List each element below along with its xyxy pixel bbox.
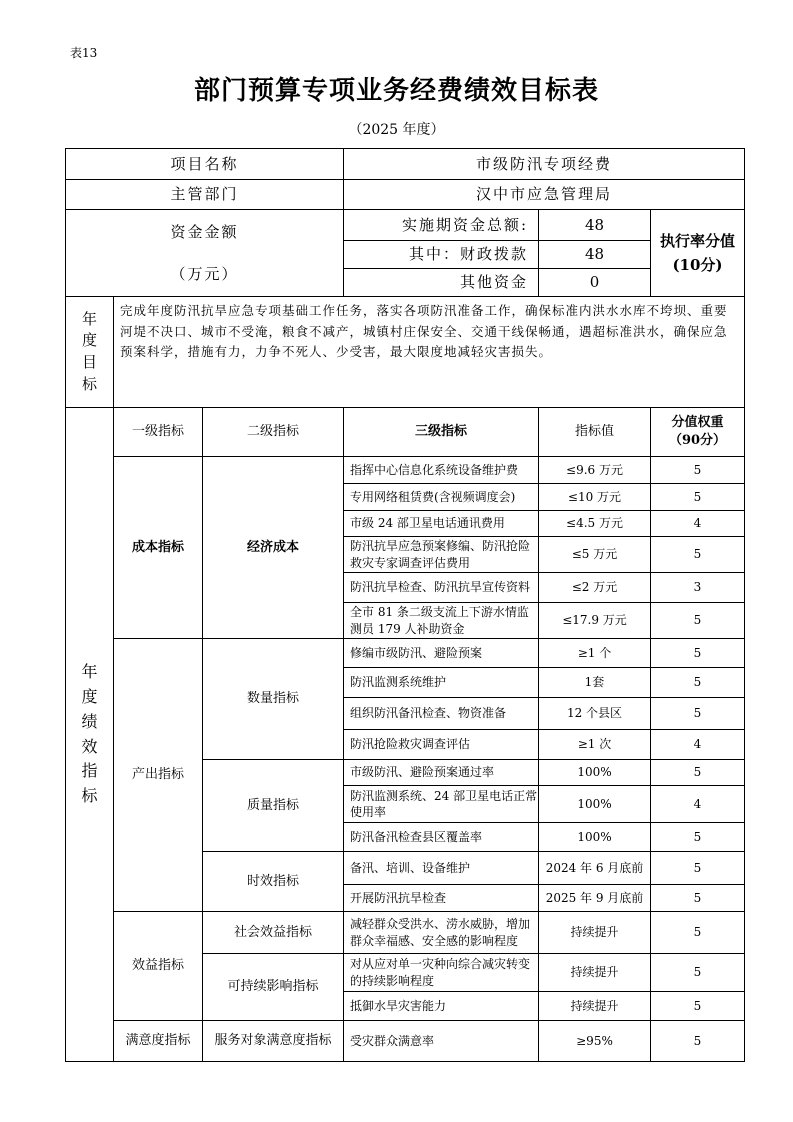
output-indicator: 产出指标	[114, 639, 203, 912]
table-row-name: 防汛抗旱应急预案修编、防汛抢险救灾专家调查评估费用	[344, 537, 539, 573]
performance-indicators-label	[66, 408, 114, 1061]
header-level2: 二级指标	[203, 408, 344, 457]
table-row-name: 减轻群众受洪水、涝水威胁，增加群众幸福感、安全感的影响程度	[344, 912, 539, 954]
table-row-weight: 5	[651, 912, 744, 954]
table-row-name: 对从应对单一灾种向综合减灾转变的持续影响程度	[344, 954, 539, 992]
annual-goal-label-text: 年度目标	[81, 309, 97, 393]
table-row-name: 防汛监测系统、24 部卫星电话正常使用率	[344, 786, 539, 823]
table-row-value: ≤5 万元	[539, 537, 651, 573]
funds-amount-label	[66, 210, 344, 297]
table-row-name: 防汛备汛检查县区覆盖率	[344, 823, 539, 852]
table-row-weight: 5	[693, 1033, 702, 1048]
department-label: 主管部门	[66, 180, 344, 210]
funds-label-text: 资金金额	[170, 222, 239, 241]
table-row-value: 1套	[539, 668, 651, 698]
table-row-weight: 5	[651, 457, 744, 484]
table-row-weight: 5	[651, 852, 744, 885]
table-row-value: 12 个县区	[539, 698, 651, 730]
annual-goal-label	[66, 297, 114, 408]
table-row-weight: 4	[651, 730, 744, 760]
annual-goal-text: 完成年度防汛抗旱应急专项基础工作任务，落实各项防汛准备工作，确保标准内洪水水库不垮坝、重要河堤不决口、城市不受淹，粮食不减产，城镇村庄保安全、交通干线保畅通，遇超标准洪水，确保应急预案科学，措施有力，力争不死人、少受害，最大限度地减轻灾害损失。	[114, 297, 744, 408]
table-row-name: 指挥中心信息化系统设备维护费	[344, 457, 539, 484]
project-name-label: 项目名称	[66, 149, 344, 180]
sustainable-impact-indicator: 可持续影响指标	[203, 954, 344, 1021]
total-funds-value: 48	[539, 210, 651, 241]
table-row-value: 100%	[539, 823, 651, 852]
table-row-name: 开展防汛抗旱检查	[344, 885, 539, 912]
table-row-weight: 5	[651, 537, 744, 573]
table-row-name: 市级防汛、避险预案通过率	[344, 760, 539, 786]
table-row-weight: 5	[651, 823, 744, 852]
budget-year: （2025 年度）	[348, 122, 445, 138]
table-row-value: 持续提升	[539, 912, 651, 954]
performance-indicators-label-text: 年度绩效指标	[81, 662, 98, 806]
benefit-indicator: 效益指标	[114, 912, 203, 1021]
table-row-name: 抵御水旱灾害能力	[344, 992, 539, 1021]
quality-indicator: 质量指标	[203, 760, 344, 852]
table-row-weight: 5	[651, 668, 744, 698]
table-row-weight: 5	[651, 603, 744, 639]
table-row-name: 组织防汛备汛检查、物资准备	[344, 698, 539, 730]
economic-cost-indicator: 经济成本	[203, 457, 344, 639]
table-row-value: 100%	[539, 786, 651, 823]
performance-table	[65, 148, 745, 1062]
table-row-name: 专用网络租赁费(含视频调度会)	[344, 484, 539, 511]
table-row-value: ≥1 个	[539, 639, 651, 668]
table-row-value: ≥1 次	[539, 730, 651, 760]
table-row-value: 2024 年 6 月底前	[539, 852, 651, 885]
header-indicator-value: 指标值	[539, 408, 651, 457]
table-row-name: 市级 24 部卫星电话通讯费用	[344, 511, 539, 537]
header-weight: 分值权重（90分）	[651, 408, 744, 457]
table-number: 表13	[70, 46, 98, 60]
other-funds-label: 其他资金	[344, 269, 539, 297]
other-funds-value: 0	[539, 269, 651, 297]
table-row-value: ≥95%	[539, 1021, 651, 1061]
table-row-weight: 5	[651, 760, 744, 786]
project-name-value: 市级防汛专项经费	[344, 149, 744, 180]
total-funds-label: 实施期资金总额:	[344, 210, 539, 241]
fiscal-funds-label: 其中：财政拨款	[344, 241, 539, 269]
table-row-value: ≤10 万元	[539, 484, 651, 511]
table-row-name: 备汛、培训、设备维护	[344, 852, 539, 885]
department-value: 汉中市应急管理局	[344, 180, 744, 210]
table-row-name: 受灾群众满意率	[344, 1021, 539, 1061]
table-row-weight: 5	[651, 484, 744, 511]
satisfaction-indicator: 满意度指标	[114, 1021, 203, 1061]
service-satisfaction-indicator: 服务对象满意度指标	[203, 1021, 344, 1061]
table-row-weight: 5	[651, 954, 744, 992]
table-row-weight: 5	[651, 698, 744, 730]
table-row-name: 防汛抢险救灾调查评估	[344, 730, 539, 760]
timeliness-indicator: 时效指标	[203, 852, 344, 912]
quantity-indicator: 数量指标	[203, 639, 344, 760]
table-row-value: ≤2 万元	[539, 573, 651, 603]
header-level3: 三级指标	[344, 408, 539, 457]
table-row-value: 持续提升	[539, 992, 651, 1021]
table-row-weight: 5	[651, 992, 744, 1021]
table-row-value: ≤9.6 万元	[539, 457, 651, 484]
table-row-weight: 4	[651, 786, 744, 823]
table-row-name: 修编市级防汛、避险预案	[344, 639, 539, 668]
table-row-name: 全市 81 条二级支流上下游水情监测员 179 人补助资金	[344, 603, 539, 639]
table-row-weight: 5	[651, 885, 744, 912]
table-row-value: ≤17.9 万元	[539, 603, 651, 639]
fiscal-funds-value: 48	[539, 241, 651, 269]
document-title: 部门预算专项业务经费绩效目标表	[193, 76, 599, 106]
table-row-weight: 4	[651, 511, 744, 537]
execution-rate-score: 执行率分值(10分)	[651, 210, 744, 297]
funds-unit-text: （万元）	[170, 265, 239, 283]
table-row-name: 防汛抗旱检查、防汛抗旱宣传资料	[344, 573, 539, 603]
header-level1: 一级指标	[114, 408, 203, 457]
table-row-value: ≤4.5 万元	[539, 511, 651, 537]
table-row-value: 持续提升	[539, 954, 651, 992]
table-row-name: 防汛监测系统维护	[344, 668, 539, 698]
table-row-weight: 5	[651, 639, 744, 668]
table-row-weight: 3	[651, 573, 744, 603]
social-benefit-indicator: 社会效益指标	[203, 912, 344, 954]
table-row-value: 2025 年 9 月底前	[539, 885, 651, 912]
cost-indicator: 成本指标	[114, 457, 203, 639]
table-row-value: 100%	[539, 760, 651, 786]
